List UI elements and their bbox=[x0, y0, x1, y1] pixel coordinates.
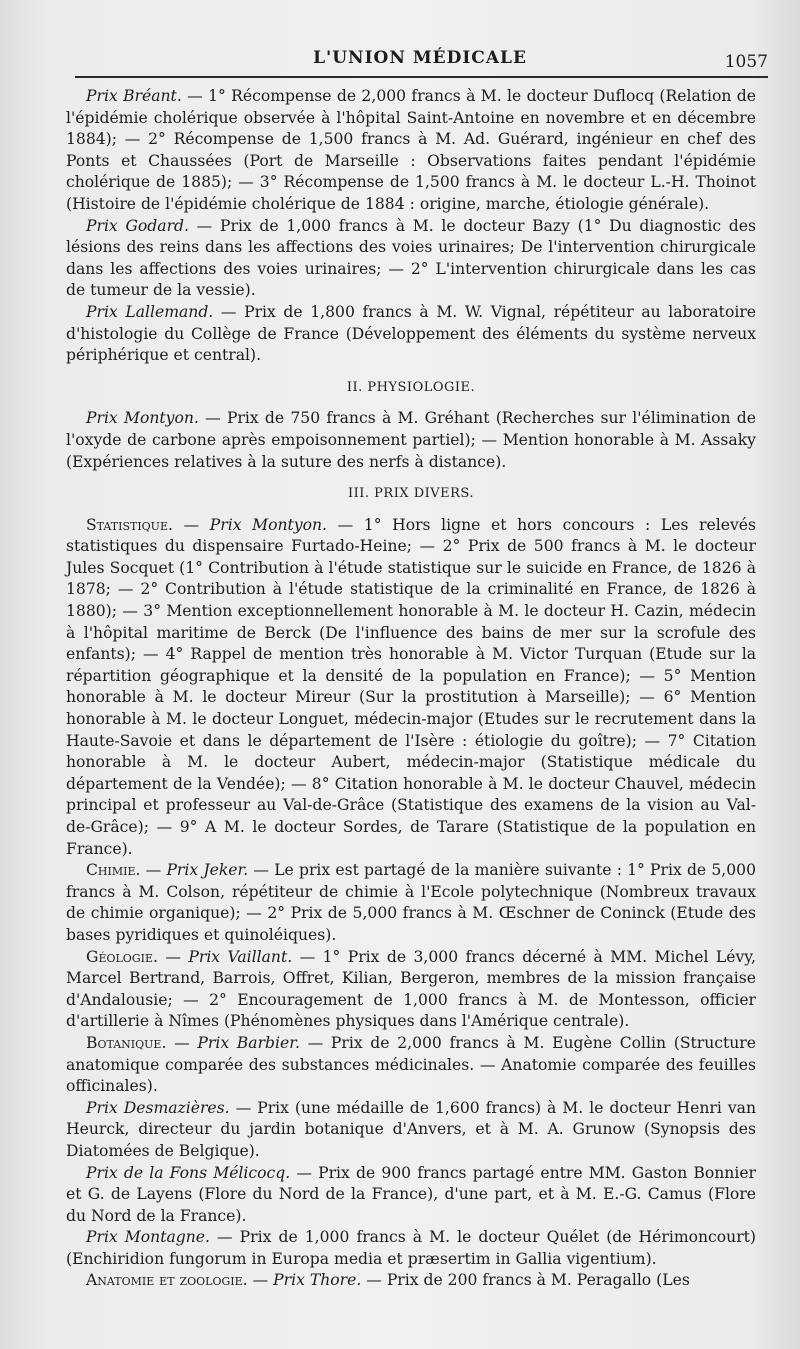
running-title: L'UNION MÉDICALE bbox=[313, 48, 527, 68]
page-number: 1057 bbox=[724, 52, 768, 72]
prize-name: Prix Godard. bbox=[86, 216, 189, 235]
paragraph-prix-fons-melicocq bbox=[66, 1163, 756, 1228]
prize-name: Prix Montyon. bbox=[86, 409, 199, 428]
article-body bbox=[66, 86, 756, 1292]
category-label: Géologie. bbox=[86, 947, 158, 966]
paragraph-text: — Prix de 1,800 francs à M. W. Vignal, répétiteur au laboratoire d'histologie du Collège de France (Développement des éléments du système nerveux périphérique et central). bbox=[66, 302, 756, 365]
paragraph-chimie: Chimie. — Prix Jeker. — Le prix est partagé de la manière suivante : 1° Prix de 5,000 francs à M. Colson, répétiteur de chimie à l'Ecole polytechnique (Nombreux travaux de chimie organique); — 2° Prix de 5,000 francs à M. Œschner de Coninck (Etude des bases pyridiques et quinoléiques). bbox=[66, 861, 756, 944]
prize-name: Prix Jeker. bbox=[166, 861, 249, 880]
paragraph-text: — Prix de 750 francs à M. Gréhant (Recherches sur l'élimination de l'oxyde de carbone après empoisonnement partiel); — Mention honorable à M. Assaky (Expériences relatives à la suture des nerfs à distance). bbox=[66, 409, 756, 471]
paragraph-botanique: Botanique. — Prix Barbier. — Prix de 2,000 francs à M. Eugène Collin (Structure anatomique comparée des substances médicinales. — Anatomie comparée des feuilles officinales). bbox=[66, 1033, 756, 1096]
prize-name: Prix de la Fons Mélicocq. bbox=[86, 1163, 291, 1182]
paragraph-prix-montagne bbox=[66, 1227, 756, 1270]
paragraph-text: — Le prix est partagé de la manière suivante : 1° Prix de 5,000 francs à M. Colson, répétiteur de chimie à l'Ecole polytechnique (Nombreux travaux de chimie organique); — 2° Prix de 5,000 francs à M. Œschner de Coninck (Etude des bases pyridiques et quinoléiques). bbox=[66, 861, 756, 944]
paragraph-anatomie-zoologie: Anatomie et zoologie. — Prix Thore. — Prix de 200 francs à M. Peragallo (Les bbox=[86, 1271, 690, 1290]
prize-name: Prix Vaillant. bbox=[188, 947, 293, 966]
page-header bbox=[70, 42, 770, 78]
prize-name: Prix Thore. bbox=[273, 1271, 362, 1290]
paragraph-text: — Prix (une médaille de 1,600 francs) à M. le docteur Henri van Heurck, directeur du jardin botanique d'Anvers, et à M. A. Grunow (Synopsis des Diatomées de Belgique). bbox=[66, 1098, 757, 1160]
category-label: Anatomie et zoologie. bbox=[86, 1271, 248, 1290]
prize-name: Prix Barbier. bbox=[197, 1033, 300, 1052]
paragraph-prix-montyon-physiologie bbox=[66, 408, 756, 473]
category-label: Botanique. bbox=[86, 1033, 167, 1052]
section-heading-prix-divers: III. PRIX DIVERS. bbox=[347, 486, 475, 502]
prize-name: Prix Montagne. bbox=[86, 1228, 210, 1247]
paragraph-statistique: Statistique. — Prix Montyon. — 1° Hors ligne et hors concours : Les relevés statistiques du dispensaire Furtado-Heine; — 2° Prix de 500 francs à M. le docteur Jules Socquet (1° Contribution à l'étude statistique sur le suicide en France, de 1826 à 1878; — 2° Contribution à l'étude statistique de la criminalité en France, de 1826 à 1880); — 3° Mention exceptionnellement honorable à M. le docteur H. Cazin, médecin à l'hôpital maritime de Berck (De l'influence des bains de mer sur la scrofule des enfants); — 4° Rappel de mention très honorable à M. Victor Turquan (Etude sur la répartition géographique et la densité de la population en France); — 5° Mention honorable à M. le docteur Mireur (Sur la prostitution à Marseille); — 6° Mention honorable à M. le docteur Longuet, médecin-major (Etudes sur le recrutement dans la Haute-Savoie et dans le département de l'Isère : étiologie du goître); — 7° Citation honorable à M. le docteur Aubert, médecin-major (Statistique médicale du département de la Vendée); — 8° Citation honorable à M. le docteur Chauvel, médecin principal et professeur au Val-de-Grâce (Statistique des examens de la vision au Val-de-Grâce); — 9° A M. le docteur Sordes, de Tarare (Statistique de la population en France). bbox=[66, 515, 756, 858]
paragraph-text: — Prix de 1,000 francs à M. le docteur Bazy (1° Du diagnostic des lésions des reins dans les affections des voies urinaires; De l'intervention chirurgicale dans les affections des voies urinaires; — 2° L'intervention chirurgicale dans les cas de tumeur de la vessie). bbox=[66, 216, 756, 300]
paragraph-geologie: Géologie. — Prix Vaillant. — 1° Prix de 3,000 francs décerné à MM. Michel Lévy, Marcel Bertrand, Barrois, Offret, Kilian, Bergeron, membres de la mission française d'Andalousie; — 2° Encouragement de 1,000 francs à M. de Montesson, officier d'artillerie à Nîmes (Phénomènes physiques dans l'Amérique centrale). bbox=[66, 947, 756, 1031]
paragraph-prix-lallemand bbox=[66, 302, 756, 367]
prize-name: Prix Desmazières. bbox=[86, 1098, 230, 1117]
paragraph-prix-breant bbox=[66, 86, 756, 216]
section-heading-physiologie: II. PHYSIOLOGIE. bbox=[346, 379, 476, 395]
prize-name: Prix Lallemand. bbox=[86, 302, 214, 321]
category-label: Statistique. bbox=[86, 515, 173, 534]
paragraph-text: — Prix de 200 francs à M. Peragallo (Les bbox=[361, 1271, 690, 1290]
category-label: Chimie. bbox=[86, 861, 141, 880]
paragraph-prix-desmazieres bbox=[66, 1098, 756, 1163]
paragraph-text: — 1° Récompense de 2,000 francs à M. le docteur Duflocq (Relation de l'épidémie cholérique observée à l'hôpital Saint-Antoine en novembre et en décembre 1884); — 2° Récompense de 1,500 francs à M. Ad. Guérard, ingénieur en chef des Ponts et Chaussées (Port de Marseille : Observations faites pendant l'épidémie cholérique de 1885); — 3° Récompense de 1,500 francs à M. le docteur L.-H. Thoinot (Histoire de l'épidémie cholérique de 1884 : origine, marche, étiologie générale). bbox=[66, 87, 756, 213]
paragraph-text: — 1° Hors ligne et hors concours : Les relevés statistiques du dispensaire Furtado-Heine; — 2° Prix de 500 francs à M. le docteur Jules Socquet (1° Contribution à l'étude statistique sur le suicide en France, de 1826 à 1878; — 2° Contribution à l'étude statistique de la criminalité en France, de 1826 à 1880); — 3° Mention exceptionnellement honorable à M. le docteur H. Cazin, médecin à l'hôpital maritime de Berck (De l'influence des bains de mer sur la scrofule des enfants); — 4° Rappel de mention très honorable à M. Victor Turquan (Etude sur la répartition géographique et la densité de la population en France); — 5° Mention honorable à M. le docteur Mireur (Sur la prostitution à Marseille); — 6° Mention honorable à M. le docteur Longuet, médecin-major (Etudes sur le recrutement dans la Haute-Savoie et dans le département de l'Isère : étiologie du goître); — 7° Citation honorable à M. le docteur Aubert, médecin-major (Statistique médicale du département de la Vendée); — 8° Citation honorable à M. le docteur Chauvel, médecin principal et professeur au Val-de-Grâce (Statistique des examens de la vision au Val-de-Grâce); — 9° A M. le docteur Sordes, de Tarare (Statistique de la population en France). bbox=[66, 515, 756, 858]
prize-name: Prix Montyon. bbox=[209, 515, 327, 534]
paragraph-text: — 1° Prix de 3,000 francs décerné à MM. Michel Lévy, Marcel Bertrand, Barrois, Offret, Kilian, Bergeron, membres de la mission française d'Andalousie; — 2° Encouragement de 1,000 francs à M. de Montesson, officier d'artillerie à Nîmes (Phénomènes physiques dans l'Amérique centrale). bbox=[66, 947, 756, 1031]
paragraph-prix-godard bbox=[66, 216, 756, 302]
prize-name: Prix Bréant. bbox=[86, 87, 182, 105]
paragraph-text: — Prix de 1,000 francs à M. le docteur Quélet (de Hérimoncourt) (Enchiridion fungorum in Europa media et præsertim in Gallia vigentium). bbox=[66, 1228, 756, 1268]
header-rule bbox=[75, 76, 768, 78]
paragraph-text: — Prix de 2,000 francs à M. Eugène Collin (Structure anatomique comparée des substances médicinales. — Anatomie comparée des feuilles officinales). bbox=[66, 1033, 756, 1096]
paragraph-text: — Prix de 900 francs partagé entre MM. Gaston Bonnier et G. de Layens (Flore du Nord de la France), d'une part, et à M. E.-G. Camus (Flore du Nord de la France). bbox=[66, 1163, 756, 1225]
